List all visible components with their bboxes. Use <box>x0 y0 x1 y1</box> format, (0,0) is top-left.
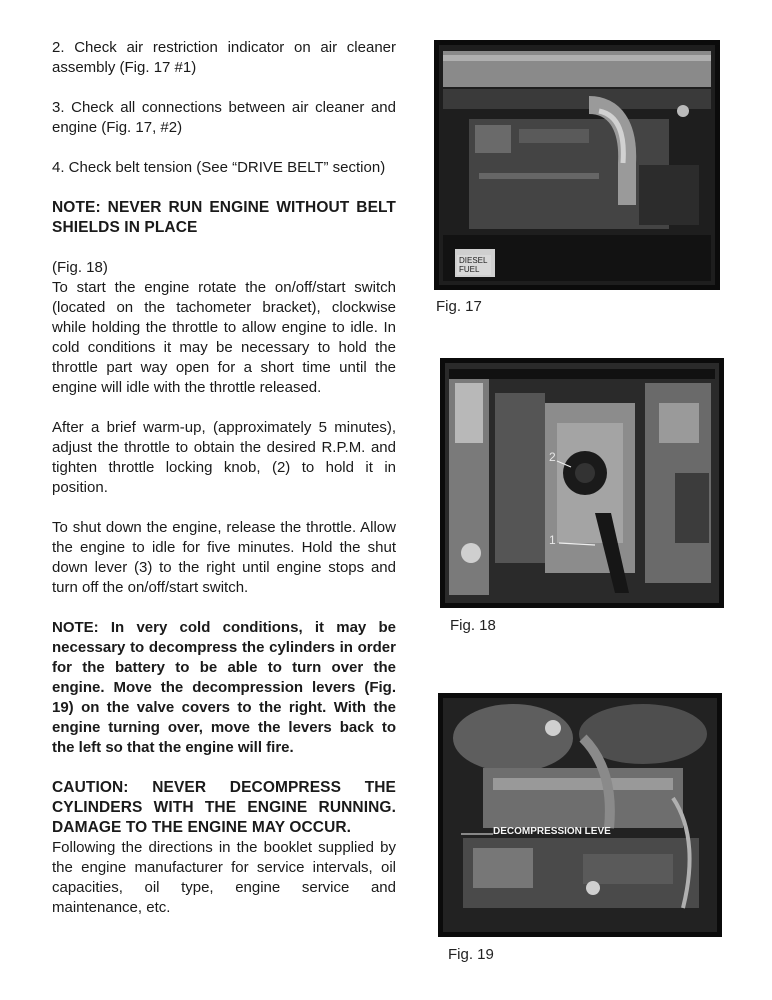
fig-17-engine-image <box>439 45 715 285</box>
start-engine-paragraph: To start the engine rotate the on/off/start switch (located on the tachometer bracket), clockwise while holding the throttle to allow engine to idle. In cold conditions it may be necessary to hold the throttle part way open for a short time until the engine will idle with the throttle released. <box>52 279 396 396</box>
cold-conditions-note: NOTE: In very cold conditions, it may be necessary to decompress the cylinders in order for the battery to be able to turn over the engine. Move the decompression levers (Fig. 19) on the valve covers to the right. With the engine turning over, move the levers back to the left so that the engine will fire. <box>52 619 396 756</box>
fig-18-photo <box>440 358 724 608</box>
text-column <box>52 38 396 938</box>
fig-19-engine-image <box>443 698 717 932</box>
diesel-fuel-label: DIESEL FUEL <box>457 255 491 275</box>
caution-warning: CAUTION: NEVER DECOMPRESS THE CYLINDERS WITH THE ENGINE RUNNING. DAMAGE TO THE ENGINE MAY OCCUR. <box>52 779 396 836</box>
warmup-paragraph: After a brief warm-up, (approximately 5 minutes), adjust the throttle to obtain the desired R.P.M. and tighten throttle locking knob, (2) to hold it in position. <box>52 419 396 496</box>
callout-1: 1 <box>549 533 556 547</box>
step-3-paragraph: 3. Check all connections between air cleaner and engine (Fig. 17, #2) <box>52 99 396 136</box>
belt-shield-note: NOTE: NEVER RUN ENGINE WITHOUT BELT SHIELDS IN PLACE <box>52 199 396 236</box>
step-4-paragraph: 4. Check belt tension (See “DRIVE BELT” section) <box>52 159 386 176</box>
fig-19-caption: Fig. 19 <box>448 946 494 963</box>
shutdown-paragraph: To shut down the engine, release the throttle. Allow the engine to idle for five minutes. Hold the shut down lever (3) to the right until engine stops and turn off the on/off/start switch. <box>52 519 396 596</box>
fig-19-photo <box>438 693 722 937</box>
fig-18-engine-image <box>445 363 719 603</box>
decompression-lever-callout: DECOMPRESSION LEVE <box>493 826 611 837</box>
fig-18-caption: Fig. 18 <box>450 617 496 634</box>
callout-2: 2 <box>549 450 556 464</box>
booklet-paragraph: Following the directions in the booklet supplied by the engine manufacturer for service intervals, oil capacities, oil type, engine service and maintenance, etc. <box>52 839 396 916</box>
step-2-paragraph: 2. Check air restriction indicator on air cleaner assembly (Fig. 17 #1) <box>52 39 396 76</box>
fig-17-caption: Fig. 17 <box>436 298 482 315</box>
fig-18-reference: (Fig. 18) <box>52 259 108 276</box>
fig-17-photo <box>434 40 720 290</box>
